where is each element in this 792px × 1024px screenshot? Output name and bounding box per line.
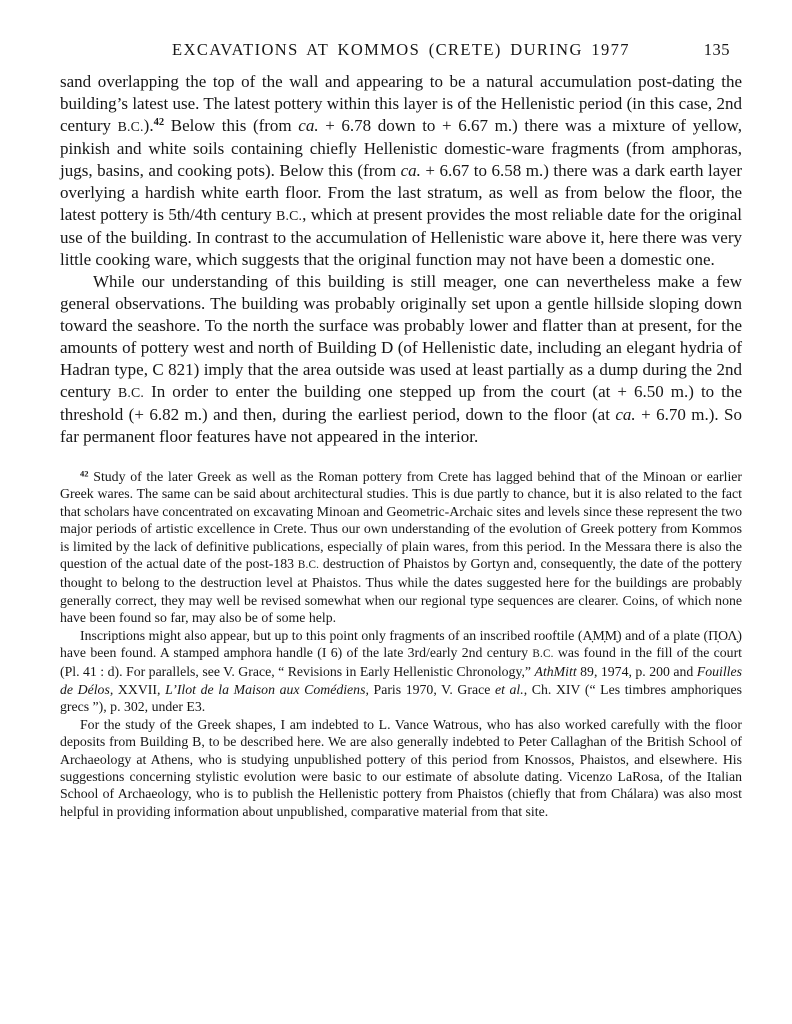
body-text xyxy=(60,71,742,448)
footnote-paragraph-1: $^{42}$ Study of the later Greek as well as the Roman pottery from Crete has lagged behind that of the Minoan or earlier Greek wares. The same can be said about architectural studies. This is due partly to chance, but it is also related to the fact that scholars have concentrated on excavating Minoan and Geometric-Archaic sites and levels since these represent the two major periods of artistic excellence in Crete. Thus our own understanding of the evolution of Greek pottery from Kommos is limited by the lack of definitive publications, especially of plain wares, from this period. In the Messara there is also the question of the actual date of the post-183 B.C. destruction of Phaistos by Gortyn and, consequently, the date of the pottery thought to belong to the destruction level at Phaistos. Thus while the dates suggested here for the buildings are probably generally correct, they may well be revised somewhat when our regional type sequences are clearer. Coins, of which none have been found so far, may also be of some help. xyxy=(60,468,743,626)
body-paragraph-2: While our understanding of this building is still meager, one can nevertheless make a few general observations. The building was probably originally set upon a gentle hillside sloping down toward the seashore. To the north the surface was probably lower and flatter than at present, for the amounts of pottery west and north of Building D (of Hellenistic date, including an elegant hydria of Hadran type, C 821) imply that the area outside was used at least partially as a dump during the 2nd century B.C. In order to enter the building one stepped up from the court (at + 6.50 m.) to the threshold (+ 6.82 m.) and then, during the earliest period, down to the floor (at ca. + 6.70 m.). So far permanent floor features have not appeared in the interior. xyxy=(60,272,742,446)
body-paragraph-1: sand overlapping the top of the wall and appearing to be a natural accumulation post-dating the building’s latest use. The latest pottery within this layer is of the Hellenistic period (in this case, 2nd century B.C.).$^{42}$ Below this (from ca. + 6.78 down to + 6.67 m.) there was a mixture of yellow, pinkish and white soils containing chiefly Hellenistic domestic-ware fragments (from amphoras, jugs, basins, and cooking pots). Below this (from ca. + 6.67 to 6.58 m.) there was a dark earth layer overlying a hardish white earth floor. From the last stratum, as well as from below the floor, the latest pottery is 5th/4th century B.C., which at present provides the most reliable date for the original use of the building. In contrast to the accumulation of Hellenistic ware above it, here there was very little cooking ware, which suggests that the original function may not have been a domestic one. xyxy=(60,72,742,269)
footnote-paragraph-2: Inscriptions might also appear, but up to this point only fragments of an inscribed rooftile (Α̣Μ̣Μ̣) and of a plate (Π̣ΟΛ̣) have been found. A stamped amphora handle (I 6) of the late 3rd/early 2nd century B.C. was found in the fill of the court (Pl. 41 : d). For parallels, see V. Grace, “ Revisions in Early Hellenistic Chronology,” AthMitt 89, 1974, p. 200 and Fouilles de Délos, XXVII, L’Ilot de la Maison aux Comédiens, Paris 1970, V. Grace et al., Ch. XIV (“ Les timbres amphoriques grecs ”), p. 302, under E3. xyxy=(60,627,742,715)
footnote-paragraph-3: For the study of the Greek shapes, I am indebted to L. Vance Watrous, who has also worked carefully with the floor deposits from Building B, to be described here. We are also generally indebted to Peter Callaghan of the British School of Archaeology at Athens, who is studying unpublished pottery of this period from Knossos, Phaistos, and elsewhere. His suggestions concerning stylistic evolution were basic to our estimate of absolute dating. Vicenzo LaRosa, of the Italian School of Archaeology, who is to publish the Hellenistic pottery from Phaistos (chiefly that from Chálara) was also most helpful in providing information about unpublished, comparative material from that site. xyxy=(60,716,742,819)
page-header xyxy=(60,0,742,62)
running-title: EXCAVATIONS AT KOMMOS (CRETE) DURING 1977 xyxy=(172,40,630,59)
page-number: 135 xyxy=(703,40,730,59)
footnotes-block xyxy=(60,468,742,820)
